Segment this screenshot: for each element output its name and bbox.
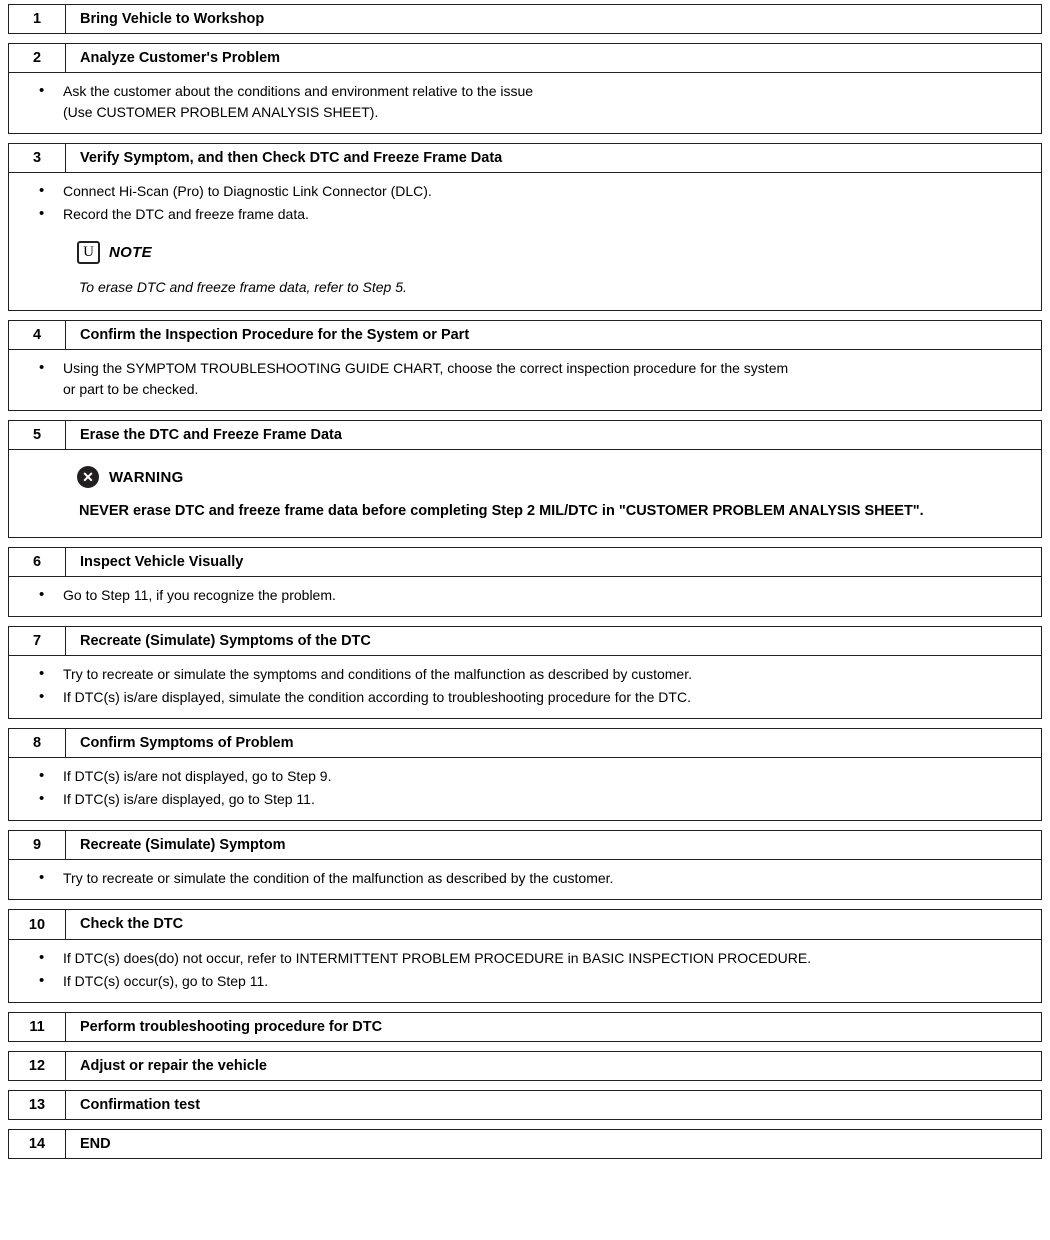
step-body-4: [8, 350, 1042, 411]
step-body-3: [8, 173, 1042, 311]
step-header-9: [8, 830, 1042, 860]
list-item: [23, 181, 1027, 202]
bullet-text: If DTC(s) is/are displayed, simulate the condition according to troubleshooting procedure for the DTC.: [63, 689, 691, 706]
step-title: Verify Symptom, and then Check DTC and Freeze Frame Data: [80, 150, 503, 167]
list-item: [23, 664, 1027, 685]
list-item: [23, 766, 1027, 787]
warning-callout: [77, 466, 1027, 523]
step-header-10: [8, 909, 1042, 939]
list-item: [23, 971, 1027, 992]
step-number: 8: [9, 729, 66, 757]
step-header-2: [8, 43, 1042, 73]
step-block-10: [8, 909, 1042, 1002]
step-header-12: [8, 1051, 1042, 1081]
bullet-text: If DTC(s) is/are displayed, go to Step 11.: [63, 791, 315, 808]
step-block-5: [8, 420, 1042, 538]
warning-label: WARNING: [109, 468, 184, 486]
list-item: [23, 358, 1027, 400]
step-header-4: [8, 320, 1042, 350]
step-number: 11: [9, 1013, 66, 1041]
warning-text: NEVER erase DTC and freeze frame data before completing Step 2 MIL/DTC in "CUSTOMER PROBLEM ANALYSIS SHEET".: [79, 503, 924, 520]
step-block-1: [8, 4, 1042, 34]
step-header-13: [8, 1090, 1042, 1120]
step-header-11: [8, 1012, 1042, 1042]
step-block-4: [8, 320, 1042, 411]
step-number: 12: [9, 1052, 66, 1080]
step-title: Adjust or repair the vehicle: [80, 1057, 267, 1074]
step-title: END: [80, 1135, 111, 1152]
step-block-3: [8, 143, 1042, 311]
step-header-8: [8, 728, 1042, 758]
step-number: 10: [9, 910, 66, 938]
list-item: [23, 81, 1027, 123]
step-title: Perform troubleshooting procedure for DTC: [80, 1018, 383, 1035]
bullet-list: [23, 81, 1027, 123]
step-number: 4: [9, 321, 66, 349]
step-number: 3: [9, 144, 66, 172]
note-header: [77, 241, 1027, 264]
step-title: Confirm the Inspection Procedure for the System or Part: [80, 326, 470, 343]
bullet-text: If DTC(s) is/are not displayed, go to Step 9.: [63, 768, 332, 785]
step-body-7: [8, 656, 1042, 719]
note-text: To erase DTC and freeze frame data, refer to Step 5.: [79, 279, 407, 296]
step-block-9: [8, 830, 1042, 900]
step-title: Confirmation test: [80, 1096, 201, 1113]
step-number: 7: [9, 627, 66, 655]
step-number: 13: [9, 1091, 66, 1119]
step-number: 5: [9, 421, 66, 449]
list-item: [23, 868, 1027, 889]
note-label: NOTE: [109, 244, 152, 262]
step-block-2: [8, 43, 1042, 134]
bullet-subtext: or part to be checked.: [63, 381, 199, 398]
bullet-text: Ask the customer about the conditions and environment relative to the issue: [63, 83, 534, 100]
bullet-list: [23, 868, 1027, 889]
bullet-text: If DTC(s) occur(s), go to Step 11.: [63, 972, 269, 989]
step-header-3: [8, 143, 1042, 173]
step-body-2: [8, 73, 1042, 134]
step-title: Inspect Vehicle Visually: [80, 553, 244, 570]
bullet-list: [23, 181, 1027, 225]
bullet-list: [23, 664, 1027, 708]
warning-header: [77, 466, 1027, 488]
step-number: 6: [9, 548, 66, 576]
bullet-text: Go to Step 11, if you recognize the problem.: [63, 587, 336, 604]
step-block-13: [8, 1090, 1042, 1120]
step-title: Analyze Customer's Problem: [80, 50, 281, 67]
step-number: 2: [9, 44, 66, 72]
step-number: 9: [9, 831, 66, 859]
bullet-text: Try to recreate or simulate the condition of the malfunction as described by the customer.: [63, 870, 614, 887]
bullet-text: If DTC(s) does(do) not occur, refer to INTERMITTENT PROBLEM PROCEDURE in BASIC INSPECTION PROCEDURE.: [63, 949, 812, 966]
list-item: [23, 585, 1027, 606]
list-item: [23, 204, 1027, 225]
note-icon: U: [77, 241, 100, 264]
step-number: 14: [9, 1130, 66, 1158]
step-header-5: [8, 420, 1042, 450]
step-title: Check the DTC: [80, 916, 184, 933]
bullet-list: [23, 358, 1027, 400]
step-block-7: [8, 626, 1042, 719]
list-item: [23, 948, 1027, 969]
step-title: Erase the DTC and Freeze Frame Data: [80, 427, 342, 444]
step-header-6: [8, 547, 1042, 577]
step-body-9: [8, 860, 1042, 900]
step-title: Confirm Symptoms of Problem: [80, 735, 294, 752]
step-header-1: [8, 4, 1042, 34]
bullet-list: [23, 766, 1027, 810]
bullet-text: Using the SYMPTOM TROUBLESHOOTING GUIDE CHART, choose the correct inspection procedure for the system: [63, 360, 789, 377]
step-body-8: [8, 758, 1042, 821]
step-header-7: [8, 626, 1042, 656]
step-block-6: [8, 547, 1042, 617]
step-title: Bring Vehicle to Workshop: [80, 11, 265, 27]
list-item: [23, 687, 1027, 708]
step-body-10: [8, 940, 1042, 1003]
step-title: Recreate (Simulate) Symptoms of the DTC: [80, 633, 371, 650]
bullet-list: [23, 585, 1027, 606]
bullet-text: Try to recreate or simulate the symptoms and conditions of the malfunction as described by customer.: [63, 666, 692, 683]
step-block-8: [8, 728, 1042, 821]
bullet-list: [23, 948, 1027, 992]
bullet-text: Connect Hi-Scan (Pro) to Diagnostic Link Connector (DLC).: [63, 183, 432, 200]
step-number: 1: [9, 5, 66, 33]
step-title: Recreate (Simulate) Symptom: [80, 837, 286, 854]
step-body-5: [8, 450, 1042, 538]
step-block-14: [8, 1129, 1042, 1159]
step-block-12: [8, 1051, 1042, 1081]
step-body-6: [8, 577, 1042, 617]
step-header-14: [8, 1129, 1042, 1159]
note-callout: [77, 241, 1027, 298]
list-item: [23, 789, 1027, 810]
warning-x-icon: ✕: [77, 466, 99, 488]
step-block-11: [8, 1012, 1042, 1042]
bullet-subtext: (Use CUSTOMER PROBLEM ANALYSIS SHEET).: [63, 104, 379, 121]
bullet-text: Record the DTC and freeze frame data.: [63, 206, 309, 223]
